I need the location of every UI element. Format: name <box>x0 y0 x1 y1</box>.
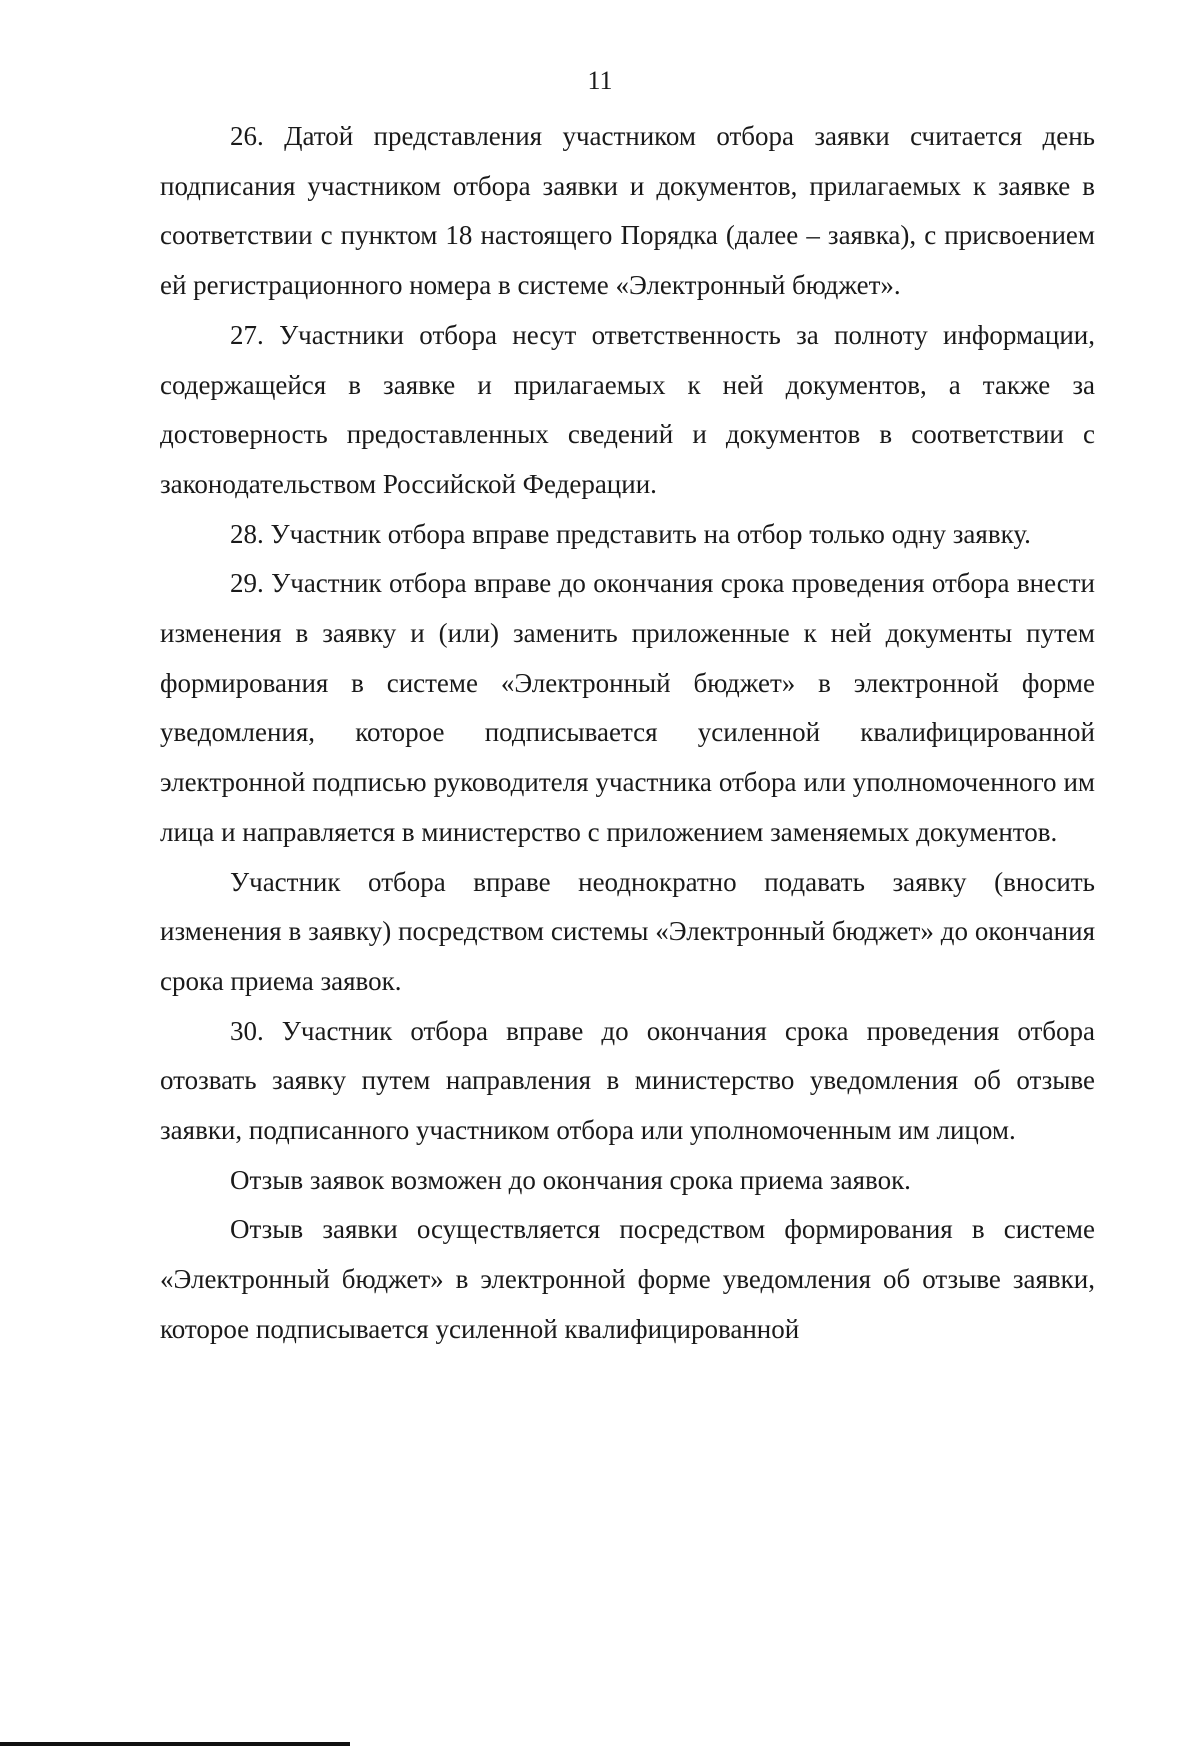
paragraph-30-withdrawal-procedure: Отзыв заявки осуществляется посредством формирования в системе «Электронный бюджет» в электронной форме уведомления об отзыве заявки, которое подписывается усиленной квалифицированной <box>160 1214 1095 1344</box>
page-number: 11 <box>587 66 613 95</box>
paragraph-29-continued: Участник отбора вправе неоднократно подавать заявку (вносить изменения в заявку) посредством системы «Электронный бюджет» до окончания срока приема заявок. <box>160 866 1095 996</box>
document-body <box>160 112 1095 1355</box>
paragraph-27: 27. Участники отбора несут ответственность за полноту информации, содержащейся в заявке и прилагаемых к ней документов, а также за достоверность предоставленных сведений и документов в соответствии с законодательством Российской Федерации. <box>160 319 1095 499</box>
paragraph-30-withdrawal-deadline: Отзыв заявок возможен до окончания срока приема заявок. <box>230 1164 911 1195</box>
paragraph-28: 28. Участник отбора вправе представить на отбор только одну заявку. <box>230 518 1031 549</box>
paragraph-26: 26. Датой представления участником отбора заявки считается день подписания участником отбора заявки и документов, прилагаемых к заявке в соответствии с пунктом 18 настоящего Порядка (далее – заявка), с присвоением ей регистрационного номера в системе «Электронный бюджет». <box>160 121 1095 301</box>
paragraph-29: 29. Участник отбора вправе до окончания срока проведения отбора внести изменения в заявку и (или) заменить приложенные к ней документы путем формирования в системе «Электронный бюджет» в электронной форме уведомления, которое подписывается усиленной квалифицированной электронной подписью руководителя участника отбора или уполномоченного им лица и направляется в министерство с приложением заменяемых документов. <box>160 568 1095 847</box>
scan-edge-line <box>0 1742 350 1746</box>
paragraph-30: 30. Участник отбора вправе до окончания срока проведения отбора отозвать заявку путем направления в министерство уведомления об отзыве заявки, подписанного участником отбора или уполномоченным им лицом. <box>160 1015 1095 1146</box>
